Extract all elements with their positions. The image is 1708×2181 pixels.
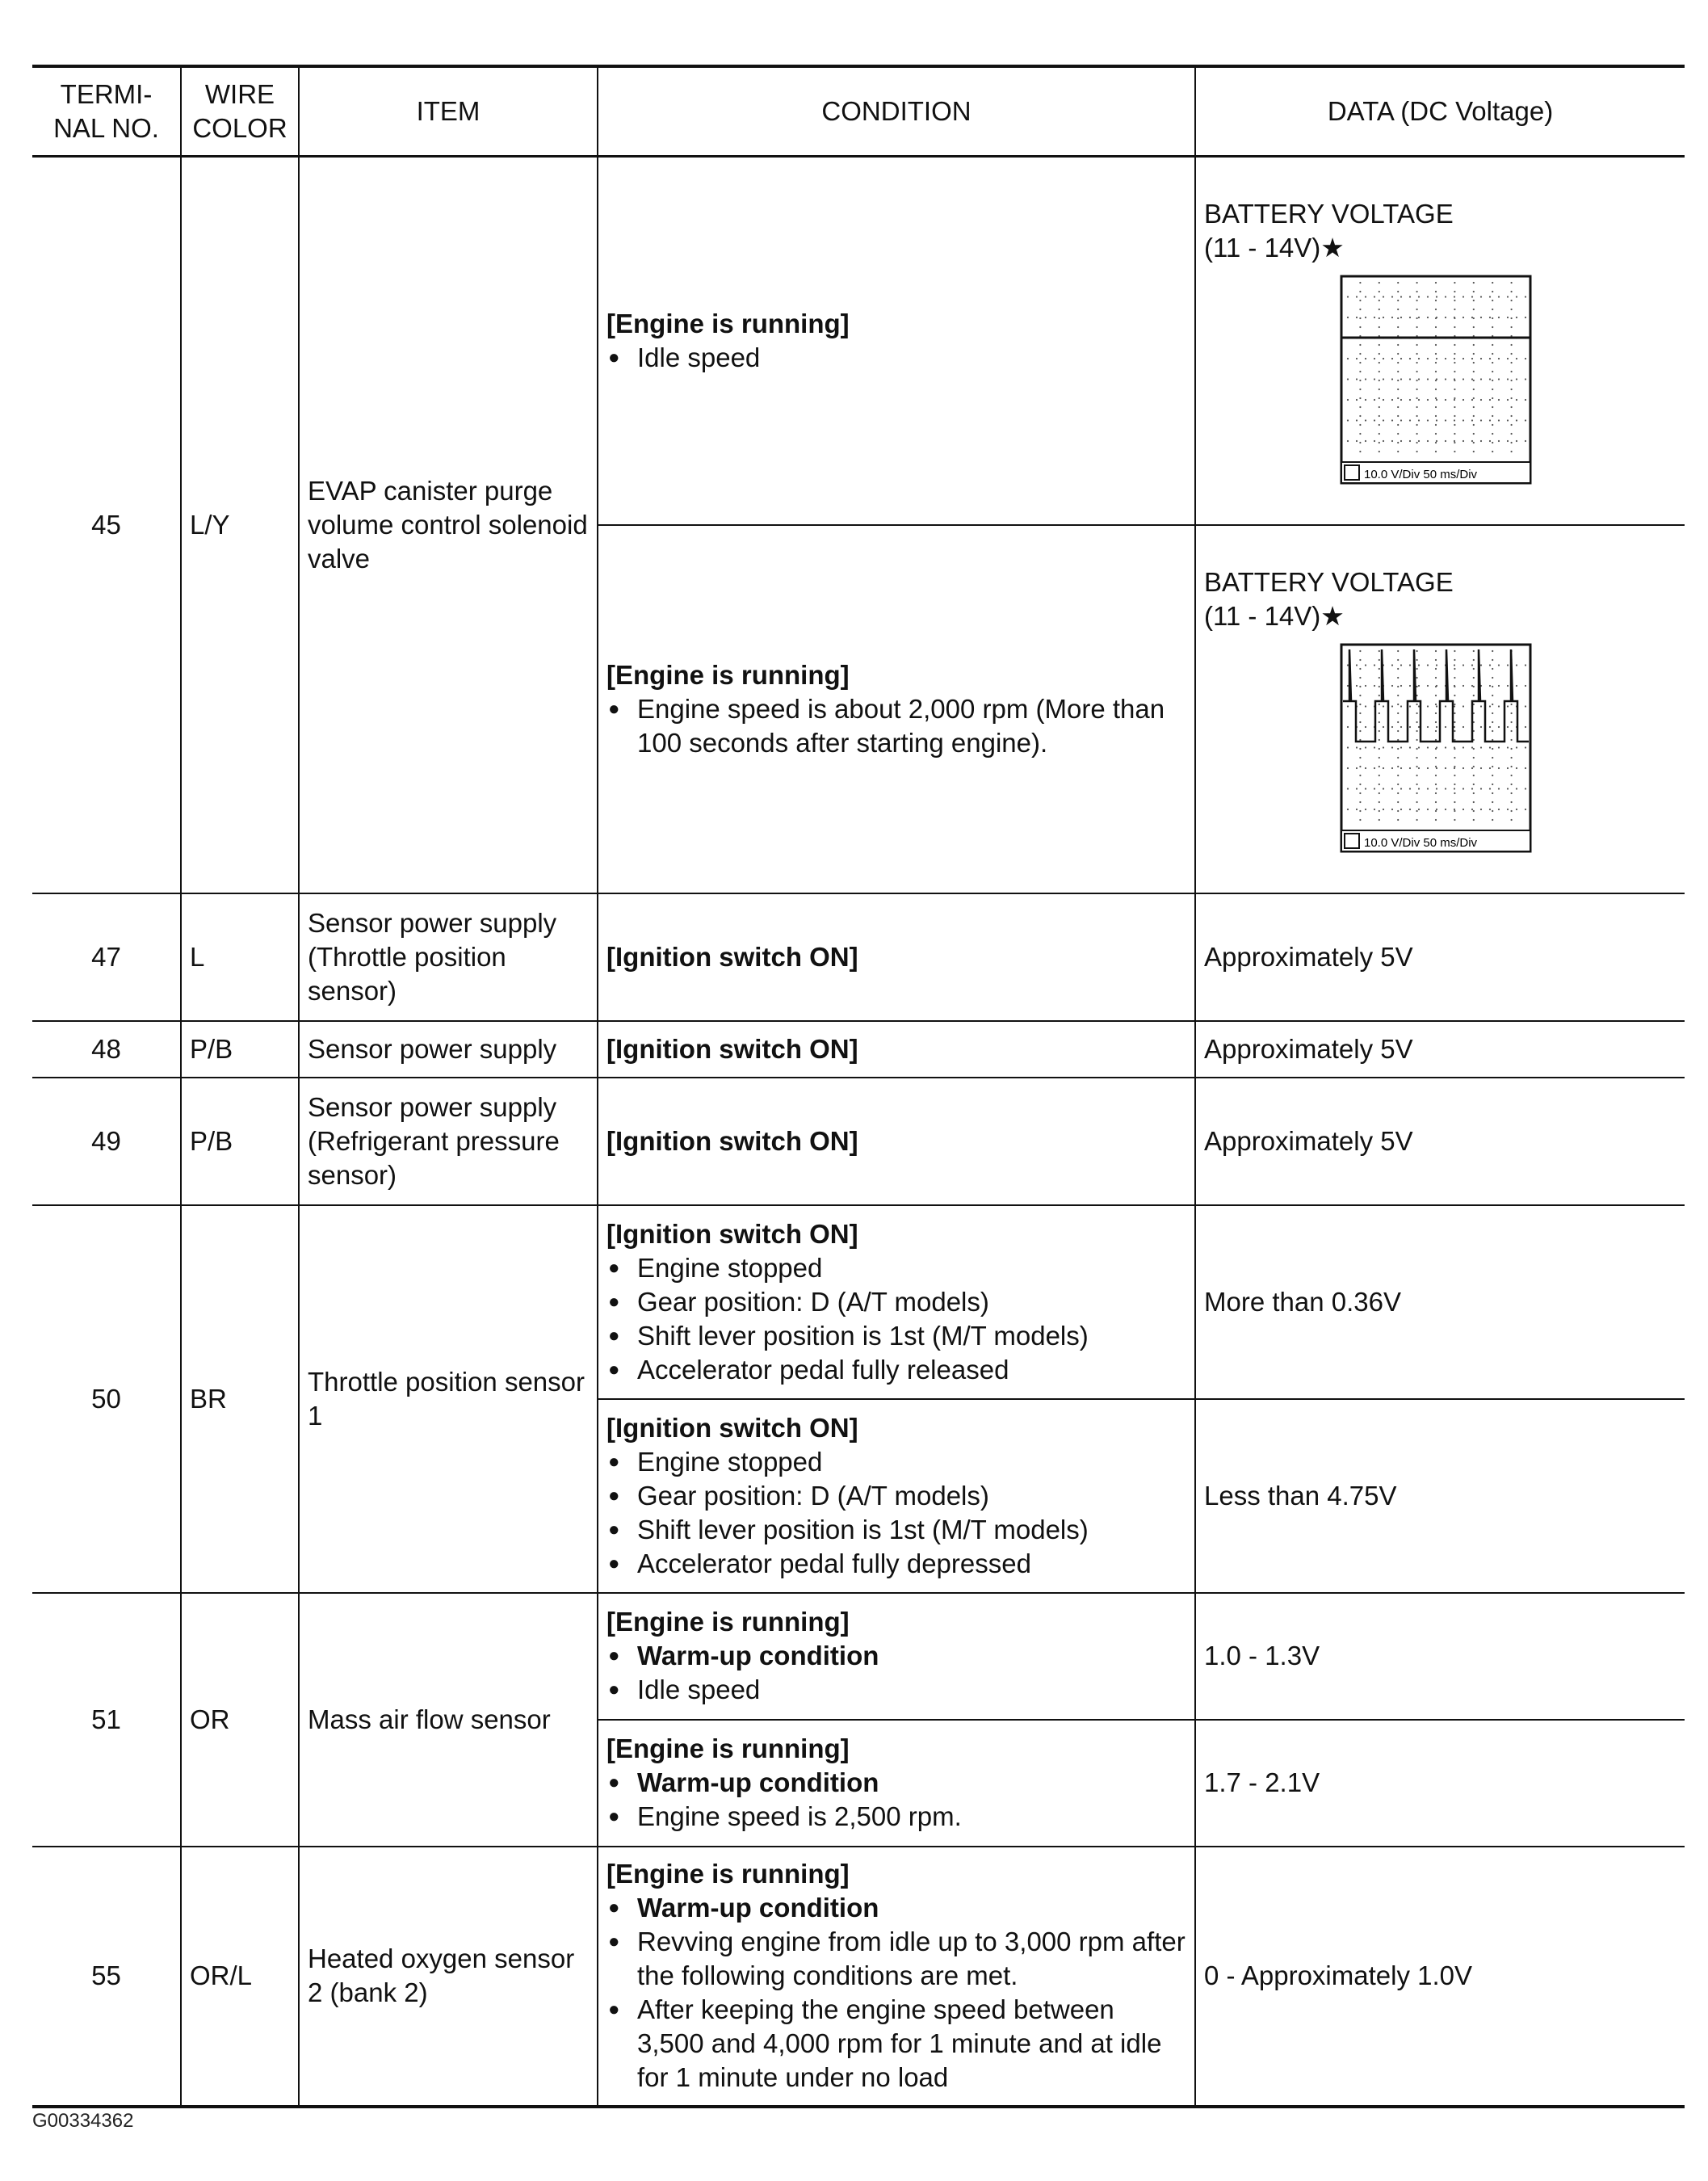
header-wire-text: WIRE COLOR — [192, 79, 287, 143]
condition-bullet: ● Engine speed is 2,500 rpm. — [606, 1800, 1186, 1834]
condition-bullets — [606, 1251, 1186, 1387]
data-cell: More than 0.36V — [1195, 1205, 1685, 1399]
data-cell: Approximately 5V — [1195, 1021, 1685, 1078]
item-name: EVAP canister purge volume control solenoid valve — [299, 157, 598, 893]
condition-title: [Ignition switch ON] — [606, 1125, 858, 1156]
wire-color: OR/L — [181, 1847, 299, 2107]
condition-bullet: ● Idle speed — [606, 1673, 1186, 1707]
condition-title: [Ignition switch ON] — [606, 1033, 858, 1064]
data-line: BATTERY VOLTAGE — [1204, 198, 1454, 229]
figure-id: G00334362 — [32, 2110, 134, 2132]
terminal-no: 51 — [32, 1593, 181, 1847]
data-cell: Approximately 5V — [1195, 893, 1685, 1021]
condition-title: [Engine is running] — [606, 1859, 850, 1889]
terminal-no: 47 — [32, 893, 181, 1021]
condition-bullet: ● Warm-up condition — [606, 1639, 1186, 1673]
terminal-no: 45 — [32, 157, 181, 893]
condition-title: [Engine is running] — [606, 308, 850, 338]
condition-cell — [598, 893, 1195, 1021]
data-line: (11 - 14V)★ — [1204, 600, 1345, 631]
data-cell: 0 - Approximately 1.0V — [1195, 1847, 1685, 2107]
condition-bullet: ● After keeping the engine speed between 3,500 and 4,000 rpm for 1 minute and at idle for 1 minute under no load — [606, 1993, 1186, 2095]
condition-bullet: ● Gear position: D (A/T models) — [606, 1479, 1186, 1513]
terminal-spec-table — [32, 65, 1685, 2108]
condition-cell — [598, 157, 1195, 525]
data-cell: Less than 4.75V — [1195, 1399, 1685, 1593]
data-line: BATTERY VOLTAGE — [1204, 566, 1454, 597]
condition-bullets — [606, 341, 1186, 375]
condition-bullet: ● Shift lever position is 1st (M/T models) — [606, 1513, 1186, 1547]
wire-color: P/B — [181, 1021, 299, 1078]
table-row — [32, 1021, 1685, 1078]
condition-bullet: ● Engine stopped — [606, 1251, 1186, 1285]
table-row — [32, 157, 1685, 525]
table-row — [32, 1847, 1685, 2107]
header-row — [32, 66, 1685, 157]
condition-cell — [598, 1205, 1195, 1399]
condition-bullet: ● Accelerator pedal fully depressed — [606, 1547, 1186, 1581]
condition-cell — [598, 1078, 1195, 1205]
condition-bullet: ● Engine speed is about 2,000 rpm (More than 100 seconds after starting engine). — [606, 692, 1186, 760]
header-condition: CONDITION — [598, 66, 1195, 157]
condition-title: [Ignition switch ON] — [606, 1218, 858, 1249]
terminal-no: 49 — [32, 1078, 181, 1205]
condition-cell — [598, 1847, 1195, 2107]
condition-cell — [598, 1593, 1195, 1720]
condition-bullets — [606, 692, 1186, 760]
item-name: Heated oxygen sensor 2 (bank 2) — [299, 1847, 598, 2107]
condition-title: [Ignition switch ON] — [606, 941, 858, 972]
wire-color: OR — [181, 1593, 299, 1847]
condition-title: [Ignition switch ON] — [606, 1412, 858, 1443]
condition-bullet: ● Warm-up condition — [606, 1766, 1186, 1800]
condition-bullets — [606, 1891, 1186, 2095]
condition-title: [Engine is running] — [606, 659, 850, 690]
condition-bullet: ● Shift lever position is 1st (M/T models) — [606, 1319, 1186, 1353]
data-cell: 1.0 - 1.3V — [1195, 1593, 1685, 1720]
header-data: DATA (DC Voltage) — [1195, 66, 1685, 157]
table-row — [32, 893, 1685, 1021]
wire-color: BR — [181, 1205, 299, 1593]
oscilloscope-waveform-icon — [1340, 643, 1532, 853]
wire-color: L — [181, 893, 299, 1021]
item-name: Sensor power supply (Throttle position sensor) — [299, 893, 598, 1021]
terminal-no: 55 — [32, 1847, 181, 2107]
oscilloscope-waveform-icon — [1340, 275, 1532, 485]
item-name: Sensor power supply (Refrigerant pressure sensor) — [299, 1078, 598, 1205]
header-terminal-text: TERMI- NAL NO. — [53, 79, 159, 143]
condition-bullet: ● Revving engine from idle up to 3,000 rpm after the following conditions are met. — [606, 1925, 1186, 1993]
table-row — [32, 1593, 1685, 1720]
condition-cell — [598, 525, 1195, 893]
condition-cell — [598, 1399, 1195, 1593]
data-cell: 1.7 - 2.1V — [1195, 1720, 1685, 1847]
data-line: (11 - 14V)★ — [1204, 232, 1345, 263]
condition-title: [Engine is running] — [606, 1607, 850, 1637]
condition-title: [Engine is running] — [606, 1733, 850, 1763]
condition-cell — [598, 1021, 1195, 1078]
condition-bullets — [606, 1445, 1186, 1581]
terminal-no: 50 — [32, 1205, 181, 1593]
condition-bullet: ● Gear position: D (A/T models) — [606, 1285, 1186, 1319]
condition-cell — [598, 1720, 1195, 1847]
condition-bullets — [606, 1639, 1186, 1707]
condition-bullet: ● Idle speed — [606, 341, 1186, 375]
scope-scale-label: 10.0 V/Div 50 ms/Div — [1364, 835, 1478, 850]
condition-bullet: ● Warm-up condition — [606, 1891, 1186, 1925]
header-terminal-no — [32, 66, 181, 157]
item-name: Mass air flow sensor — [299, 1593, 598, 1847]
header-wire-color — [181, 66, 299, 157]
data-cell: Approximately 5V — [1195, 1078, 1685, 1205]
wire-color: P/B — [181, 1078, 299, 1205]
table-row — [32, 1205, 1685, 1399]
header-item: ITEM — [299, 66, 598, 157]
item-name: Sensor power supply — [299, 1021, 598, 1078]
terminal-no: 48 — [32, 1021, 181, 1078]
scope-scale-label: 10.0 V/Div 50 ms/Div — [1364, 467, 1478, 481]
wire-color: L/Y — [181, 157, 299, 893]
condition-bullet: ● Engine stopped — [606, 1445, 1186, 1479]
condition-bullets — [606, 1766, 1186, 1834]
condition-bullet: ● Accelerator pedal fully released — [606, 1353, 1186, 1387]
data-cell — [1195, 525, 1685, 893]
item-name: Throttle position sensor 1 — [299, 1205, 598, 1593]
table-row — [32, 1078, 1685, 1205]
data-cell — [1195, 157, 1685, 525]
